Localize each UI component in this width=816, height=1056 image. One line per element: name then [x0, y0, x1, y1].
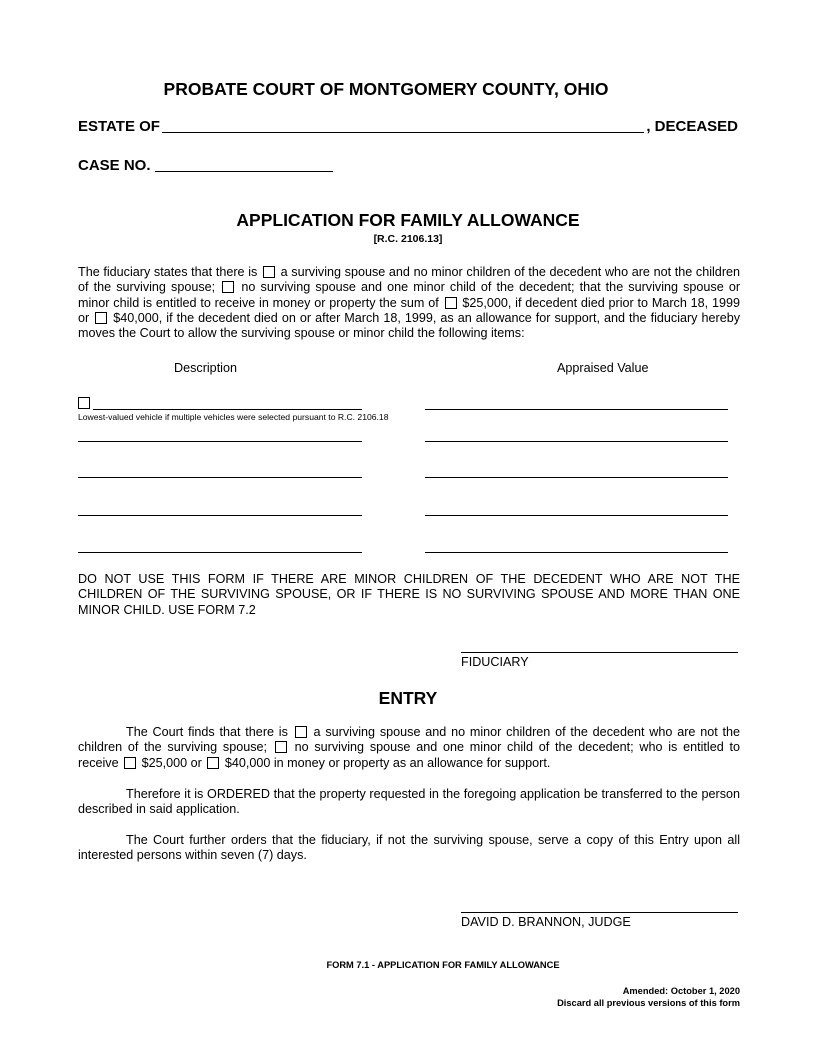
statute-reference: [R.C. 2106.13]	[373, 233, 443, 245]
fiduciary-signature-line[interactable]	[461, 652, 738, 653]
discard-notice: Discard all previous versions of this form	[557, 998, 740, 1009]
item-value-field[interactable]	[425, 409, 728, 410]
form-footer-revision	[557, 985, 740, 1010]
warning-text: DO NOT USE THIS FORM IF THERE ARE MINOR CHILDREN OF THE DECEDENT WHO ARE NOT THE CHILDREN OF THE SURVIVING SPOUSE, OR IF THERE IS NO SURVIVING SPOUSE AND MORE THAN ONE MINOR CHILD. USE FORM 7.2	[78, 572, 740, 617]
estate-label: ESTATE OF	[78, 118, 160, 135]
form-footer-title: FORM 7.1 - APPLICATION FOR FAMILY ALLOWANCE	[326, 960, 560, 970]
item-description-field[interactable]	[93, 409, 362, 410]
entry-title: ENTRY	[378, 688, 438, 708]
entry-text-3: no surviving spouse and one minor child of the decedent; who is entitled to receive	[78, 740, 741, 770]
amended-date: Amended: October 1, 2020	[622, 986, 740, 996]
statement-text-3: no surviving spouse and one minor child of the decedent; that the surviving spouse or minor child is entitled to receive in money or property the sum of	[78, 280, 741, 310]
statement-text-1: The fiduciary states that there is	[78, 265, 258, 279]
vehicle-note: Lowest-valued vehicle if multiple vehicles were selected pursuant to R.C. 2106.18	[78, 412, 389, 422]
item-value-field[interactable]	[425, 552, 728, 553]
spouse-no-minors-checkbox[interactable]	[263, 266, 275, 278]
entry-findings	[78, 725, 740, 771]
item-value-field[interactable]	[425, 515, 728, 516]
appraised-value-column-header: Appraised Value	[557, 361, 649, 375]
item-description-field[interactable]	[78, 515, 362, 516]
case-number-line	[78, 156, 333, 176]
entry-text-1: The Court finds that there is	[126, 725, 288, 739]
item-value-field[interactable]	[425, 477, 728, 478]
item-description-field[interactable]	[78, 552, 362, 553]
no-spouse-one-minor-checkbox[interactable]	[222, 281, 234, 293]
statement-text-5: $40,000, if the decedent died on or after March 18, 1999, as an allowance for support, and the fiduciary hereby moves the Court to allow the surviving spouse or minor child the following items:	[78, 310, 741, 341]
item-value-field[interactable]	[425, 441, 728, 442]
case-number-field[interactable]	[155, 156, 333, 172]
entry-text-4: $25,000 or	[141, 755, 202, 770]
deceased-label: , DECEASED	[646, 118, 738, 135]
entry-order-text: Therefore it is ORDERED that the property requested in the foregoing application be transferred to the person described in said application.	[78, 787, 740, 817]
estate-name-field[interactable]	[162, 117, 644, 133]
court-title: PROBATE COURT OF MONTGOMERY COUNTY, OHIO	[163, 79, 609, 99]
item-description-field[interactable]	[78, 441, 362, 442]
judge-signature-line[interactable]	[461, 912, 738, 913]
statement-text-4: $25,000, if decedent died prior to March 18, 1999 or	[78, 295, 740, 325]
vehicle-checkbox[interactable]	[78, 397, 90, 409]
entry-service-text: The Court further orders that the fiduciary, if not the surviving spouse, serve a copy of this Entry upon all interested persons within seven (7) days.	[78, 833, 740, 863]
entry-spouse-no-minors-checkbox[interactable]	[295, 726, 307, 738]
application-statement	[78, 265, 740, 341]
description-column-header: Description	[174, 361, 237, 375]
fiduciary-label: FIDUCIARY	[461, 655, 529, 669]
case-label: CASE NO.	[78, 157, 151, 174]
entry-amount-40000-checkbox[interactable]	[207, 757, 219, 769]
application-title: APPLICATION FOR FAMILY ALLOWANCE	[236, 210, 580, 230]
statement-text-2: a surviving spouse and no minor children of the decedent who are not the children of the surviving spouse;	[78, 265, 741, 295]
entry-text-5: $40,000 in money or property as an allowance for support.	[224, 755, 551, 770]
entry-no-spouse-one-minor-checkbox[interactable]	[275, 741, 287, 753]
item-description-field[interactable]	[78, 477, 362, 478]
amount-25000-checkbox[interactable]	[445, 297, 457, 309]
entry-amount-25000-checkbox[interactable]	[124, 757, 136, 769]
judge-label: DAVID D. BRANNON, JUDGE	[461, 915, 631, 929]
amount-40000-checkbox[interactable]	[95, 312, 107, 324]
entry-text-2: a surviving spouse and no minor children of the decedent who are not the children of the surviving spouse;	[78, 725, 741, 755]
estate-line	[78, 117, 738, 137]
